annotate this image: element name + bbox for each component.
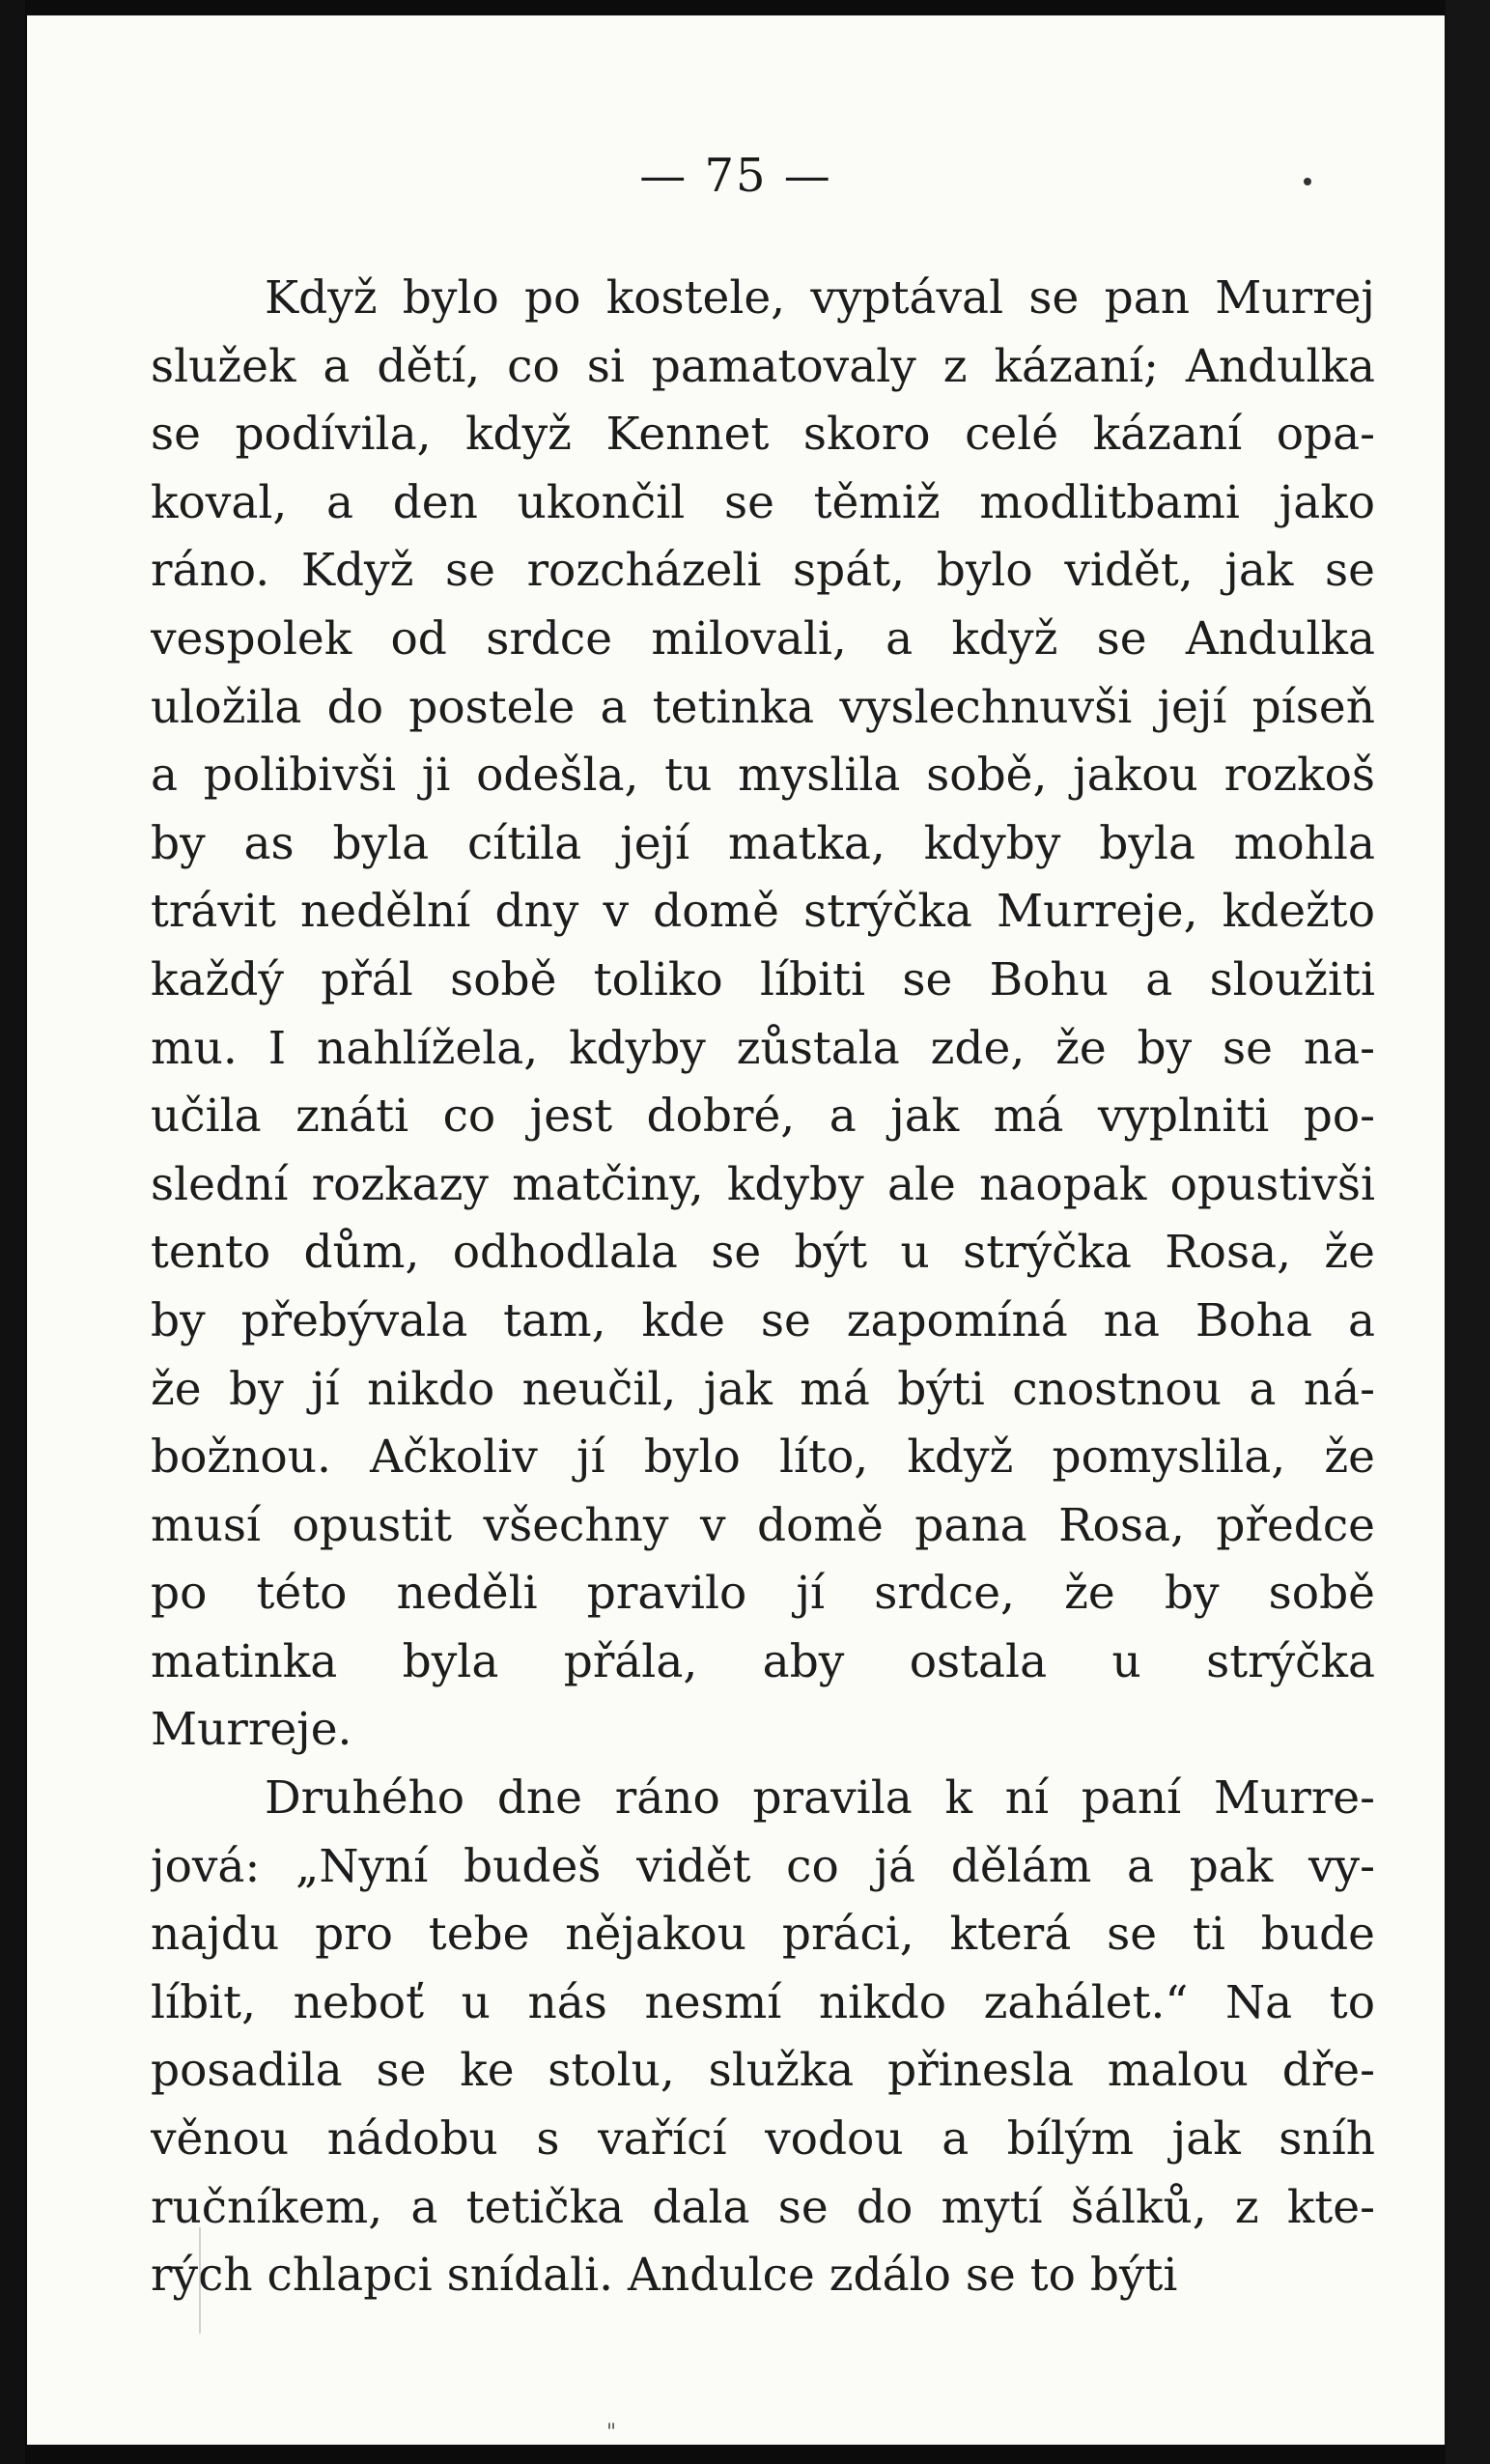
text-line: se podívila, když Kennet skoro celé kázaní opa- [151, 408, 1375, 462]
page-number [27, 149, 1445, 203]
text-line: Murreje. [151, 1703, 352, 1757]
body-text [151, 265, 1375, 2310]
text-line: Když bylo po kostele, vyptával se pan Murrej [265, 271, 1375, 325]
text-line: uložila do postele a tetinka vyslechnuvši její píseň [151, 680, 1375, 734]
text-line: by přebývala tam, kde se zapomíná na Boha a [151, 1293, 1375, 1347]
text-line: matinka byla přála, aby ostala u strýčka [151, 1634, 1375, 1688]
text-line: ručníkem, a tetička dala se do mytí šálků, z kte- [151, 2180, 1375, 2234]
text-line: trávit nedělní dny v domě strýčka Murreje, kdežto [151, 885, 1375, 939]
text-line: vespolek od srdce milovali, a když se Andulka [151, 611, 1375, 666]
text-line: slední rozkazy matčiny, kdyby ale naopak opustivši [151, 1157, 1375, 1211]
text-line: božnou. Ačkoliv jí bylo líto, když pomyslila, že [151, 1430, 1375, 1485]
text-line: a polibivši ji odešla, tu myslila sobě, jakou rozkoš [151, 749, 1375, 803]
text-line: každý přál sobě toliko líbiti se Bohu a sloužiti [151, 952, 1375, 1006]
scan-left-edge [0, 0, 25, 2464]
text-line: koval, a den ukončil se těmiž modlitbami jako [151, 475, 1375, 529]
book-page [27, 15, 1445, 2445]
text-line: najdu pro tebe nějakou práci, která se ti bude [151, 1908, 1375, 1962]
page-number-text: — 75 — [639, 149, 832, 203]
text-line: po této neděli pravilo jí srdce, že by sobě [151, 1567, 1375, 1621]
footer-mark: " [606, 2421, 617, 2445]
text-line: rých chlapci snídali. Andulce zdálo se to býti [151, 2249, 1178, 2303]
text-line: tento dům, odhodlala se být u strýčka Rosa, že [151, 1226, 1375, 1280]
printer-speck [1304, 178, 1311, 185]
text-line: učila znáti co jest dobré, a jak má vyplniti po- [151, 1090, 1375, 1144]
text-line: jová: „Nyní budeš vidět co já dělám a pak vy- [151, 1839, 1375, 1893]
text-line: že by jí nikdo neučil, jak má býti cnostnou a ná- [151, 1362, 1375, 1416]
text-line: ráno. Když se rozcházeli spát, bylo vidět, jak se [151, 544, 1375, 598]
text-line: Druhého dne ráno pravila k ní paní Murre- [265, 1771, 1375, 1826]
scan-right-edge [1446, 0, 1490, 2464]
text-line: posadila se ke stolu, služka přinesla malou dře- [151, 2044, 1375, 2098]
margin-scratch [199, 2227, 205, 2334]
text-line: líbit, neboť u nás nesmí nikdo zahálet.“ Na to [151, 1975, 1375, 2029]
text-line: věnou nádobu s vařící vodou a bílým jak sníh [151, 2112, 1375, 2167]
text-line: služek a dětí, co si pamatovaly z kázaní; Andulka [151, 339, 1375, 393]
text-line: musí opustit všechny v domě pana Rosa, předce [151, 1498, 1375, 1552]
text-line: mu. I nahlížela, kdyby zůstala zde, že by se na- [151, 1021, 1375, 1075]
text-line: by as byla cítila její matka, kdyby byla mohla [151, 816, 1375, 870]
